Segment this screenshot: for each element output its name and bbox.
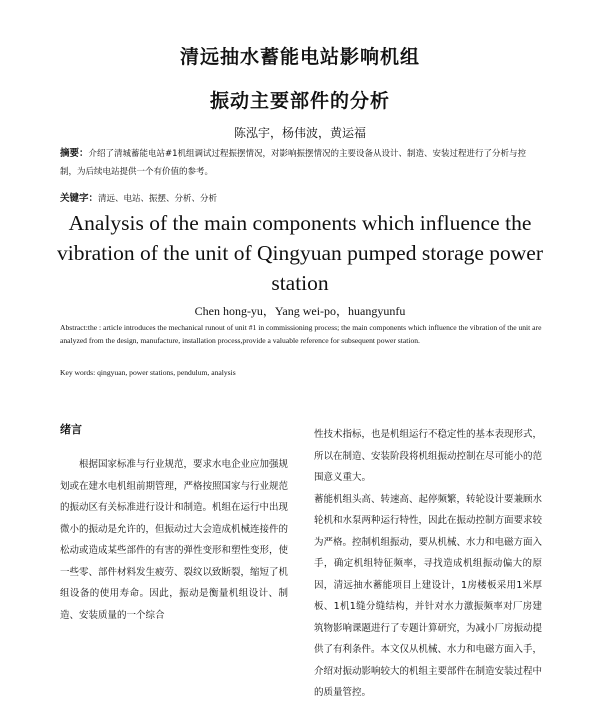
chinese-keywords-text: 清远、电站、振摆、分析、分析 (98, 194, 218, 204)
intro-paragraph: 根据国家标准与行业规范，要求水电企业应加强规划或在建水电机组前期管理，严格按照国家与行业规范的振动区有关标准进行设计和制造。机组在运行中出现微小的振动是允许的，但振动过大会造成机械连接件的松动或造成某些部件的有害的弹性变形和塑性变形，使一些零、部件材料发生疲劳、裂纹以致断裂，缩短了机组设备的使用寿命。因此，振动是衡量机组设计、制造、安装质量的一个综合 (60, 459, 289, 621)
english-title: Analysis of the main components which influence the vibration of the unit of Qingyuan pumped storage power station (56, 211, 544, 295)
chinese-abstract-text: 介绍了清城蓄能电站#1机组调试过程振摆情况，对影响振摆情况的主要设备从设计、制造、安装过程进行了分析与控制，为后续电站提供一个有价值的参考。 (60, 149, 527, 177)
right-column (314, 424, 542, 704)
chinese-abstract (60, 145, 540, 181)
chinese-keywords-label: 关键字： (60, 193, 99, 204)
english-abstract: Abstract:the : article introduces the mechanical runout of unit #1 in commissioning process; the main components which influence the vibration of the unit are analyzed from the design, manufacture, installation process,provide a valuable reference for subsequent power station. (60, 323, 542, 345)
intro-paragraph-continued: 性技术指标，也是机组运行不稳定性的基本表现形式，所以在制造、安装阶段将机组振动控制在尽可能小的范围意义重大。 (314, 429, 543, 483)
chinese-abstract-label: 摘要： (60, 148, 89, 159)
english-keywords: Key words: qingyuan, power stations, pendulum, analysis (60, 368, 236, 377)
intro-paragraph-2: 蓄能机组头高、转速高、起停频繁，转轮设计要兼顾水轮机和水泵两种运行特性，因此在振动控制方面要求较为严格。控制机组振动，要从机械、水力和电磁方面入手，确定机组特征频率，寻找造成机组振动偏大的原因，清远抽水蓄能项目上建设计，1房楼板采用1米厚板、1机1缝分缝结构，并针对水力激振频率对厂房建筑物影响课题进行了专题计算研究，为减小厂房振动提供了有利条件。本文仅从机械、水力和电磁方面入手，介绍对振动影响较大的机组主要部件在制造安装过程中的质量管控。 (314, 493, 543, 698)
chinese-authors: 陈泓宇，杨伟波，黄运福 (233, 126, 366, 140)
chinese-keywords (60, 190, 540, 208)
left-column (60, 454, 288, 626)
english-authors: Chen hong-yu，Yang wei-po，huangyunfu (194, 304, 406, 318)
chinese-title-line-2: 振动主要部件的分析 (209, 90, 390, 112)
chinese-title-line-1: 清远抽水蓄能电站影响机组 (179, 46, 420, 68)
section-heading-introduction: 绪言 (60, 423, 82, 436)
